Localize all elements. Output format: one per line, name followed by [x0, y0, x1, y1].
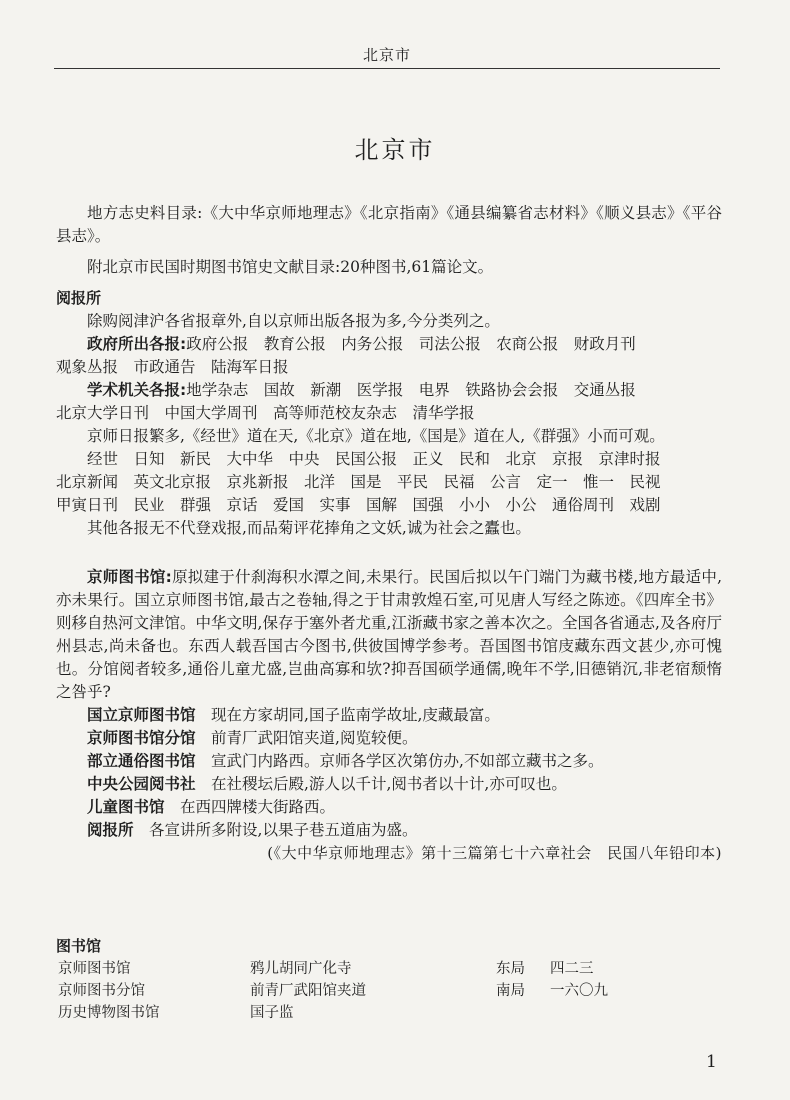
- library-item-label: 儿童图书馆: [87, 798, 165, 816]
- source-citation: (《大中华京师地理志》第十三篇第七十六章社会 民国八年铅印本): [267, 844, 722, 862]
- government-papers-line-1: 政府公报 教育公报 内务公报 司法公报 农商公报 财政月刊: [186, 335, 636, 353]
- capital-library-label: 京师图书馆:: [87, 568, 172, 586]
- page-title: 北京市: [354, 136, 436, 164]
- intro-bibliography-note: 附北京市民国时期图书馆史文献目录:20种图书,61篇论文。: [87, 258, 494, 276]
- body-text: [56, 202, 722, 865]
- capital-library-paragraph: [56, 566, 722, 704]
- library-name: 京师图书馆: [58, 961, 131, 977]
- library-item: [56, 704, 722, 727]
- academic-papers: [56, 379, 722, 402]
- library-item-text: 前青厂武阳馆夹道,阅览较便。: [211, 729, 418, 747]
- reading-room-intro: 除购阅津沪各省报章外,自以京师出版各报为多,今分类列之。: [87, 312, 500, 330]
- daily-papers-intro: 京师日报繁多,《经世》道在天,《北京》道在地,《国是》道在人,《群强》小而可观。: [87, 427, 665, 445]
- running-head: 北京市: [362, 46, 411, 64]
- government-papers-label: 政府所出各报:: [87, 335, 187, 353]
- table-row: [58, 980, 738, 1002]
- library-address: 鸦儿胡同广化寺: [250, 961, 352, 977]
- table-row: [58, 958, 738, 980]
- academic-papers-line-2: 北京大学日刊 中国大学周刊 高等师范校友杂志 清华学报: [56, 404, 475, 422]
- library-item-text: 现在方家胡同,国子监南学故址,庋藏最富。: [211, 706, 500, 724]
- library-item-label: 国立京师图书馆: [87, 706, 196, 724]
- phone-number: 一六〇九: [550, 983, 608, 999]
- library-name: 京师图书分馆: [58, 983, 145, 999]
- government-papers: [56, 333, 722, 356]
- page-number: 1: [706, 1052, 717, 1072]
- table-row: [58, 1002, 738, 1024]
- capital-library-text: 原拟建于什刹海积水潭之间,未果行。民国后拟以午门端门为藏书楼,地方最适中,亦未果行。国立京师图书馆,最古之卷轴,得之于甘肃敦煌石室,可见唐人写经之陈迹。《四库全书》则移自热河文津馆。中华文明,保存于塞外者尤重,江浙藏书家之善本次之。全国各省通志,及各府厅州县志,尚未备也。东西人载吾国古今图书,供彼国博学参考。吾国图书馆庋藏东西文甚少,亦可愧也。分馆阅者较多,通俗儿童尤盛,岂曲高寡和欤?抑吾国硕学通儒,晚年不学,旧德销沉,非老宿颓惰之咎乎?: [56, 568, 722, 701]
- header-rule: [54, 68, 720, 69]
- intro-gazetteer-list: 地方志史料目录:《大中华京师地理志》《北京指南》《通县编纂省志材料》《顺义县志》《平谷县志》。: [56, 204, 722, 245]
- reading-room-closing: 其他各报无不代登戏报,而品菊评花捧角之文妖,诚为社会之蠹也。: [87, 519, 531, 537]
- library-table: [58, 958, 738, 1024]
- library-item-text: 在西四牌楼大街路西。: [180, 798, 336, 816]
- library-address: 前青厂武阳馆夹道: [250, 983, 366, 999]
- library-item-text: 在社稷坛后殿,游人以千计,阅书者以十计,亦可叹也。: [211, 775, 567, 793]
- library-item: [56, 819, 722, 842]
- library-address: 国子监: [250, 1005, 294, 1021]
- library-item-text: 各宣讲所多附设,以果子巷五道庙为盛。: [149, 821, 418, 839]
- library-item-label: 中央公园阅书社: [87, 775, 196, 793]
- phone-exchange: 东局: [496, 961, 525, 977]
- library-item-label: 京师图书馆分馆: [87, 729, 196, 747]
- library-item-label: 部立通俗图书馆: [87, 752, 196, 770]
- library-name: 历史博物图书馆: [58, 1005, 160, 1021]
- daily-papers-line-3: 甲寅日刊 民业 群强 京话 爱国 实事 国解 国强 小小 小公 通俗周刊 戏剧: [56, 496, 661, 514]
- section-heading-reading-room: 阅报所: [56, 289, 102, 307]
- academic-papers-label: 学术机关各报:: [87, 381, 187, 399]
- phone-number: 四二三: [550, 961, 594, 977]
- library-item-label: 阅报所: [87, 821, 134, 839]
- daily-papers-line-1: 经世 日知 新民 大中华 中央 民国公报 正义 民和 北京 京报 京津时报: [87, 450, 661, 468]
- academic-papers-line-1: 地学杂志 国故 新潮 医学报 电界 铁路协会会报 交通丛报: [186, 381, 636, 399]
- library-item-text: 宣武门内路西。京师各学区次第仿办,不如部立藏书之多。: [211, 752, 604, 770]
- phone-exchange: 南局: [496, 983, 525, 999]
- library-table-heading: 图书馆: [56, 937, 102, 955]
- library-item: [56, 796, 722, 819]
- library-item: [56, 750, 722, 773]
- library-item: [56, 727, 722, 750]
- daily-papers-line-2: 北京新闻 英文北京报 京兆新报 北洋 国是 平民 民福 公言 定一 惟一 民视: [56, 473, 661, 491]
- library-item: [56, 773, 722, 796]
- government-papers-line-2: 观象丛报 市政通告 陆海军日报: [56, 358, 289, 376]
